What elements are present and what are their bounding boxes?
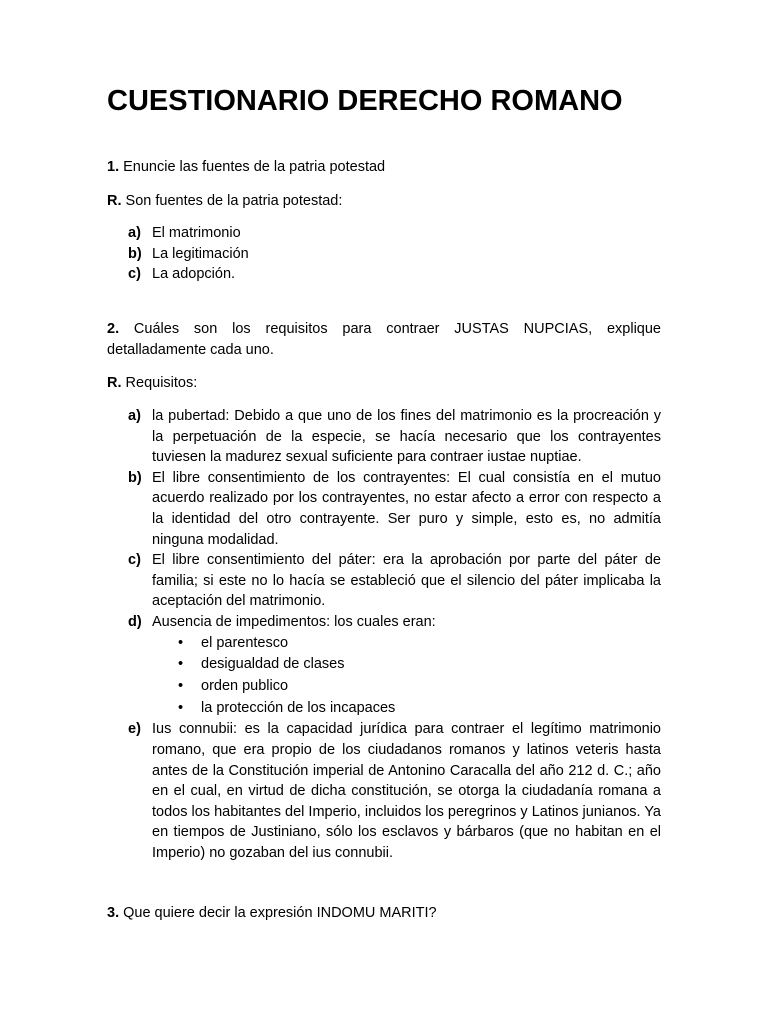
list-marker: b)	[128, 469, 142, 486]
question-number: 3.	[107, 905, 120, 921]
list-item	[128, 612, 661, 719]
document-title: CUESTIONARIO DERECHO ROMANO	[107, 85, 623, 117]
list-item	[128, 223, 661, 244]
question-1	[107, 157, 661, 178]
list-item-text: la pubertad: Debido a que uno de los fines del matrimonio es la procreación y la perpetuación de la especie, se hacía necesario que los contrayentes tuviesen la madurez sexual suficiente para contraer iustae nuptiae.	[152, 408, 661, 466]
list-item	[128, 468, 661, 550]
answer-text: Son fuentes de la patria potestad:	[121, 193, 343, 209]
list-marker: c)	[128, 552, 141, 569]
list-item	[128, 550, 661, 612]
list-item	[128, 406, 661, 468]
question-2	[107, 319, 661, 360]
answer-text: Requisitos:	[121, 375, 198, 391]
list-item-text: El libre consentimiento del páter: era la aprobación por parte del páter de familia; si este no lo hacía se estableció que el silencio del páter implicaba la aceptación del matrimonio.	[152, 552, 661, 610]
list-marker: a)	[128, 408, 141, 424]
bullet-item: • desigualdad de clases	[152, 654, 661, 676]
list-item-text: La adopción.	[152, 266, 236, 283]
bullet-item: • orden publico	[152, 676, 661, 698]
list-item-text: El matrimonio	[152, 225, 241, 241]
list-marker: e)	[128, 721, 141, 738]
answer-label: R.	[107, 375, 122, 391]
list-marker: a)	[128, 225, 141, 241]
question-number: 2.	[107, 321, 120, 337]
bullet-item: • el parentesco	[152, 633, 661, 655]
question-text: Cuáles son los requisitos para contraer JUSTAS NUPCIAS, explique detalladamente cada uno.	[107, 321, 661, 358]
answer-label: R.	[107, 193, 122, 209]
answer-2-list	[128, 406, 661, 864]
list-item-text: Ius connubii: es la capacidad jurídica para contraer el legítimo matrimonio romano, que era propio de los ciudadanos romanos y latinos veteris hasta antes de la Constitución imperial de Antonino Caracalla del año 212 d. C.; año en el cual, en virtud de dicha constitución, se otorga la ciudadanía romana a todos los habitantes del Imperio, incluidos los peregrinos y Latinos junianos. Ya en tiempos de Justiniano, sólo los esclavos y bárbaros (que no habitan en el Imperio) no gozaban del ius connubii.	[152, 721, 661, 861]
question-number: 1.	[107, 159, 120, 175]
list-marker: c)	[128, 266, 141, 283]
list-marker: d)	[128, 613, 142, 630]
list-item	[128, 244, 661, 265]
list-marker: b)	[128, 245, 142, 262]
list-item	[128, 264, 661, 285]
list-item	[128, 719, 661, 863]
list-item-text: El libre consentimiento de los contrayentes: El cual consistía en el mutuo acuerdo realizado por los contrayentes, no estar afecto a error con respecto a la identidad del otro contrayente. Ser puro y simple, esto es, no admitía ninguna modalidad.	[152, 469, 661, 548]
answer-2	[107, 373, 661, 394]
question-text: Que quiere decir la expresión INDOMU MARITI?	[119, 905, 437, 921]
answer-1	[107, 191, 661, 212]
answer-1-list	[128, 223, 661, 285]
list-item-text: La legitimación	[152, 245, 249, 262]
question-3	[107, 903, 661, 924]
impediments-bullet-list	[152, 633, 661, 720]
list-item-text: Ausencia de impedimentos: los cuales eran:	[152, 613, 436, 630]
question-text: Enuncie las fuentes de la patria potestad	[119, 159, 386, 175]
bullet-item: • la protección de los incapaces	[152, 698, 661, 720]
